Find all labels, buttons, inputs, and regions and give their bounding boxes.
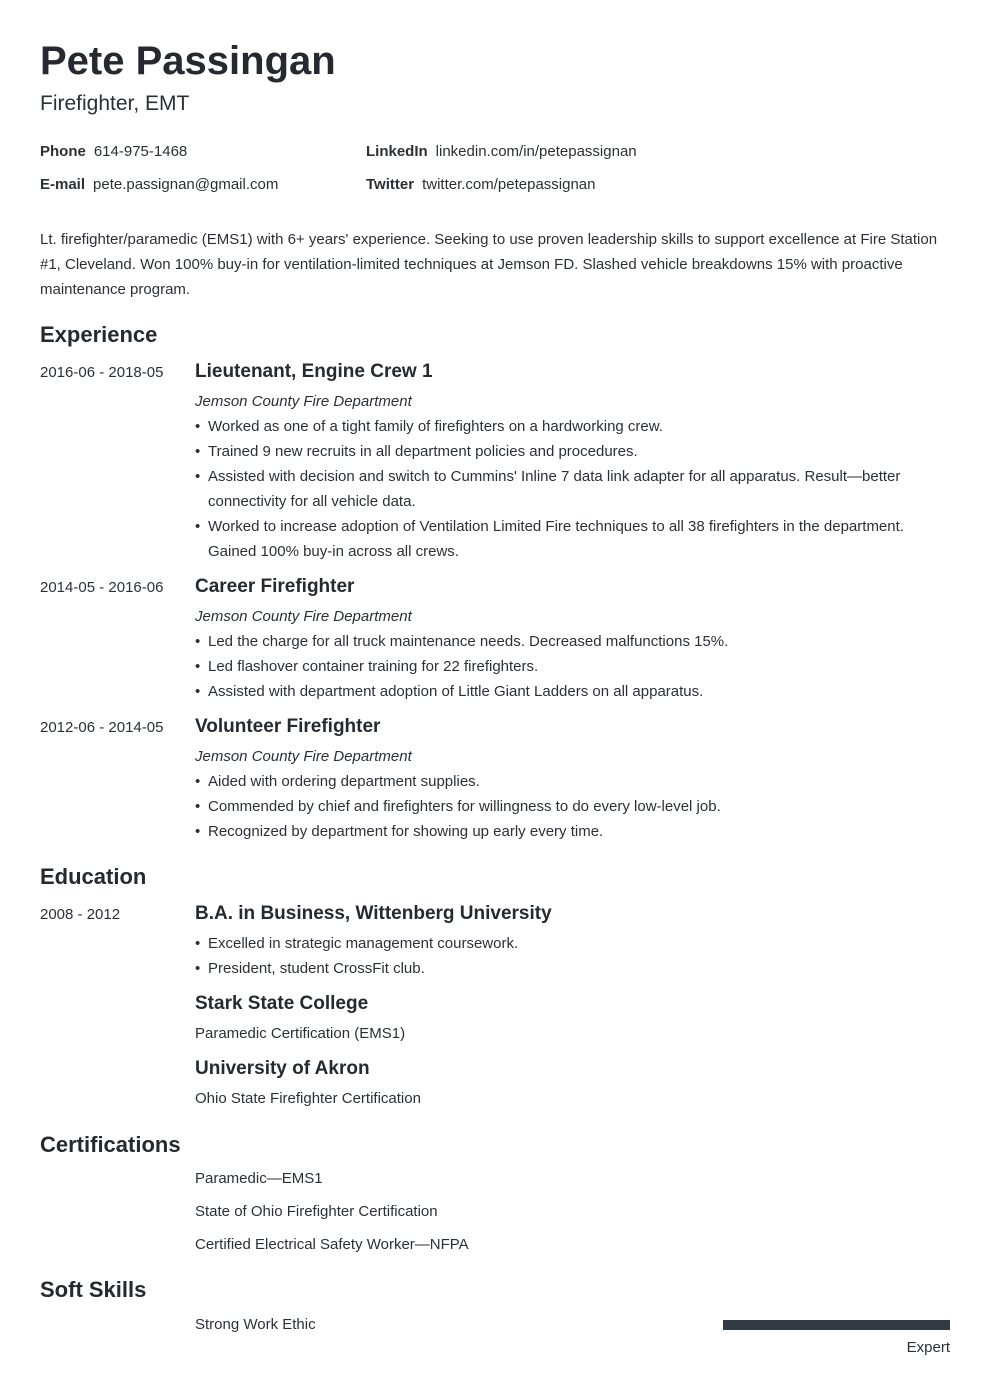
education-extra-2-school: University of Akron — [195, 1058, 370, 1079]
job-3-bullet-2: • Commended by chief and firefighters for willingness to do every low-level job. — [195, 794, 950, 819]
job-2-role: Career Firefighter — [195, 576, 355, 597]
job-3-bullets — [195, 769, 950, 844]
experience-heading: Experience — [40, 322, 158, 347]
skill-level-label: Expert — [906, 1339, 950, 1356]
education-degree-entry — [195, 903, 950, 981]
education-bullet-2: • President, student CrossFit club. — [195, 956, 950, 981]
contact-email-value: pete.passignan@gmail.com — [93, 176, 279, 193]
contact-twitter-label: Twitter — [366, 176, 415, 193]
education-heading: Education — [40, 864, 147, 889]
contact-twitter-value: twitter.com/petepassignan — [422, 176, 596, 193]
job-1-bullet-2: • Trained 9 new recruits in all department policies and procedures. — [195, 439, 950, 464]
job-3-bullet-3: • Recognized by department for showing up early every time. — [195, 819, 950, 844]
certification-item-1: Paramedic—EMS1 — [195, 1170, 323, 1187]
job-2-dates: 2014-05 - 2016-06 — [40, 579, 164, 596]
skill-level-bar — [723, 1320, 950, 1330]
job-1 — [195, 361, 950, 564]
education-extra-1 — [195, 993, 950, 1046]
job-2 — [195, 576, 950, 704]
contact-email — [40, 176, 278, 194]
education-degree: B.A. in Business, Wittenberg University — [195, 903, 552, 924]
job-3 — [195, 716, 950, 844]
certification-item-2: State of Ohio Firefighter Certification — [195, 1203, 438, 1220]
job-1-bullet-3: • Assisted with decision and switch to Cummins' Inline 7 data link adapter for all apparatus. Result—better connectivity for all vehicle data. — [195, 464, 950, 514]
profile-summary: Lt. firefighter/paramedic (EMS1) with 6+ years' experience. Seeking to use proven leadership skills to support excellence at Fire Station #1, Cleveland. Won 100% buy-in for ventilation-limited techniques at Jemson FD. Slashed vehicle breakdowns 15% with proactive maintenance program. — [40, 231, 938, 298]
contact-phone — [40, 143, 187, 161]
job-2-bullet-3: • Assisted with department adoption of Little Giant Ladders on all apparatus. — [195, 679, 950, 704]
education-extra-1-school: Stark State College — [195, 993, 369, 1014]
contact-twitter — [366, 176, 596, 194]
education-bullet-1: • Excelled in strategic management coursework. — [195, 931, 950, 956]
job-1-dates: 2016-06 - 2018-05 — [40, 364, 164, 381]
candidate-name: Pete Passingan — [40, 39, 336, 83]
job-3-role: Volunteer Firefighter — [195, 716, 381, 737]
contact-email-label: E-mail — [40, 176, 86, 193]
job-1-bullet-1: • Worked as one of a tight family of firefighters on a hardworking crew. — [195, 414, 950, 439]
certification-item-3: Certified Electrical Safety Worker—NFPA — [195, 1236, 469, 1253]
education-dates: 2008 - 2012 — [40, 906, 121, 923]
job-2-bullet-2: • Led flashover container training for 22 firefighters. — [195, 654, 950, 679]
candidate-title: Firefighter, EMT — [40, 92, 190, 115]
soft-skills-heading: Soft Skills — [40, 1277, 147, 1302]
job-1-bullets — [195, 414, 950, 564]
contact-phone-label: Phone — [40, 143, 86, 160]
education-bullets — [195, 931, 950, 981]
education-extra-2 — [195, 1058, 950, 1111]
education-extra-2-detail: Ohio State Firefighter Certification — [195, 1090, 421, 1107]
contact-phone-value: 614-975-1468 — [93, 143, 188, 160]
contact-linkedin-label: LinkedIn — [366, 143, 428, 160]
job-2-bullets — [195, 629, 950, 704]
job-3-dates: 2012-06 - 2014-05 — [40, 719, 164, 736]
job-1-role: Lieutenant, Engine Crew 1 — [195, 361, 433, 382]
certifications-heading: Certifications — [40, 1132, 181, 1157]
education-extra-1-detail: Paramedic Certification (EMS1) — [195, 1025, 406, 1042]
job-3-org: Jemson County Fire Department — [195, 748, 412, 765]
job-1-bullet-4: • Worked to increase adoption of Ventilation Limited Fire techniques to all 38 firefighters in the department. Gained 100% buy-in across all crews. — [195, 514, 950, 564]
skill-level-bar-fill — [723, 1320, 950, 1330]
job-2-org: Jemson County Fire Department — [195, 608, 412, 625]
skill-name: Strong Work Ethic — [195, 1316, 316, 1333]
contact-linkedin-value: linkedin.com/in/petepassignan — [435, 143, 637, 160]
job-1-org: Jemson County Fire Department — [195, 393, 412, 410]
contact-linkedin — [366, 143, 637, 161]
job-2-bullet-1: • Led the charge for all truck maintenance needs. Decreased malfunctions 15%. — [195, 629, 950, 654]
job-3-bullet-1: • Aided with ordering department supplies. — [195, 769, 950, 794]
